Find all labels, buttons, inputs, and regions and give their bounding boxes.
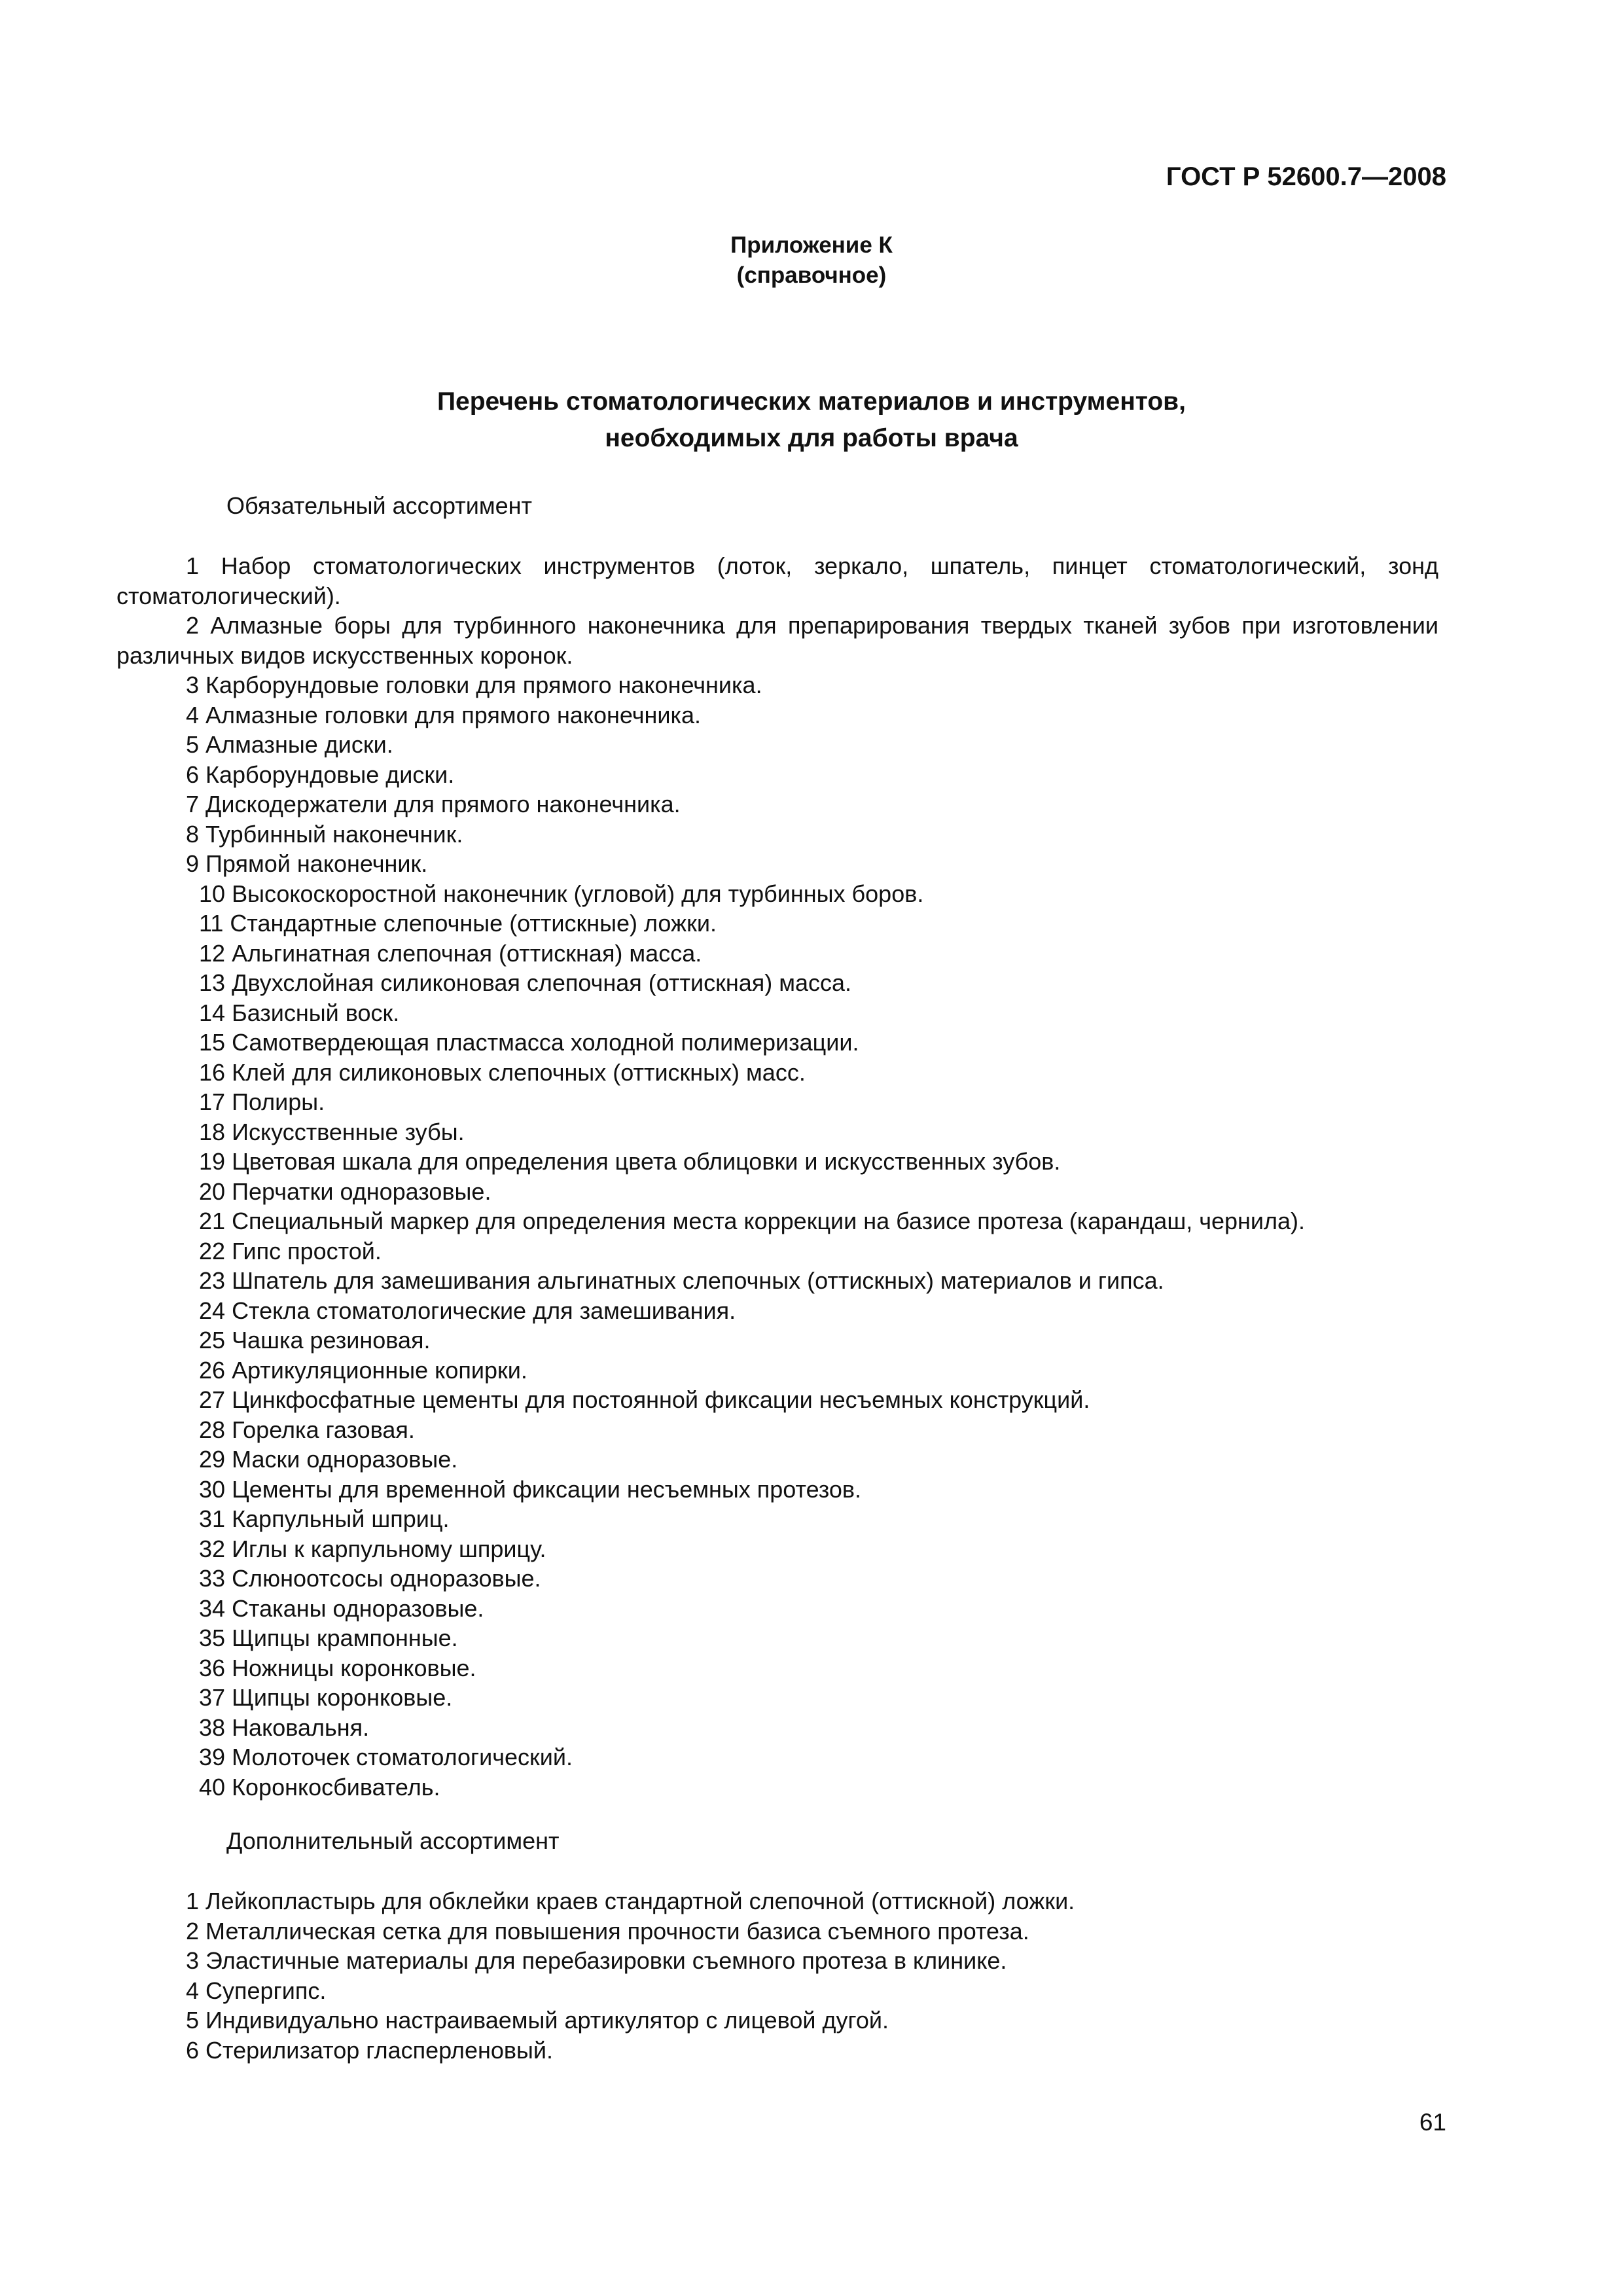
item-number: 36 [199, 1654, 226, 1681]
item-text: Клей для силиконовых слепочных (оттискных) масс. [232, 1058, 806, 1086]
item-number: 12 [199, 939, 226, 967]
mandatory-list [116, 551, 1438, 1802]
item-number: 27 [199, 1386, 226, 1413]
item-number: 33 [199, 1565, 226, 1592]
list-item [116, 1296, 1438, 1326]
list-item [116, 879, 1438, 909]
list-item [116, 1415, 1438, 1445]
item-text: Карпульный шприц. [232, 1505, 450, 1532]
item-text: Наковальня. [232, 1713, 370, 1741]
item-number: 21 [199, 1208, 226, 1234]
item-text: Ножницы коронковые. [232, 1654, 476, 1681]
list-item [116, 1564, 1438, 1594]
list-item [116, 1236, 1438, 1266]
item-number: 6 [186, 2036, 200, 2064]
item-text: Стандартные слепочные (оттискные) ложки. [230, 910, 717, 937]
item-text: Цинкфосфатные цементы для постоянной фиксации несъемных конструкций. [232, 1386, 1090, 1413]
item-number: 10 [199, 880, 226, 907]
item-text: Лейкопластырь для обклейки краев стандартной слепочной (оттискной) ложки. [205, 1888, 1075, 1914]
item-text: Гипс простой. [232, 1237, 382, 1265]
item-number: 1 [186, 1888, 200, 1914]
item-number: 13 [199, 969, 226, 996]
item-number: 5 [186, 731, 200, 758]
item-text: Алмазные боры для турбинного наконечника для препарирования твердых тканей зубов при изготовлении различных видов искусственных коронок. [116, 612, 1438, 669]
item-text: Эластичные материалы для перебазировки съемного протеза в клинике. [205, 1947, 1007, 1974]
item-number: 16 [199, 1058, 226, 1086]
item-text: Коронкосбиватель. [232, 1773, 440, 1801]
item-number: 31 [199, 1505, 226, 1532]
annex-label: Приложение К [730, 232, 893, 258]
list-item [116, 1653, 1438, 1683]
item-text: Турбинный наконечник. [205, 820, 463, 848]
list-item [116, 1058, 1438, 1088]
annex-type: (справочное) [736, 262, 887, 288]
item-number: 19 [199, 1148, 226, 1175]
item-number: 20 [199, 1177, 226, 1205]
item-text: Щипцы коронковые. [232, 1684, 453, 1711]
item-text: Чашка резиновая. [232, 1327, 431, 1354]
item-number: 9 [186, 850, 200, 877]
item-number: 2 [186, 1917, 200, 1945]
item-number: 32 [199, 1535, 226, 1562]
list-item [116, 1325, 1438, 1355]
item-text: Артикуляционные копирки. [232, 1356, 527, 1384]
item-text: Цементы для временной фиксации несъемных протезов. [232, 1475, 862, 1503]
list-item [116, 789, 1438, 819]
list-item [116, 849, 1438, 879]
item-text: Горелка газовая. [232, 1416, 415, 1443]
item-text: Иглы к карпульному шприцу. [232, 1535, 546, 1562]
item-text: Слюноотсосы одноразовые. [232, 1565, 541, 1592]
list-item [116, 1385, 1438, 1415]
item-number: 5 [186, 2007, 200, 2034]
list-item [116, 1444, 1438, 1475]
list-item [116, 1475, 1438, 1505]
item-text: Индивидуально настраиваемый артикулятор с лицевой дугой. [205, 2007, 889, 2034]
list-item [116, 1976, 1438, 2006]
list-item [116, 730, 1438, 760]
list-item [116, 1683, 1438, 1713]
item-text: Шпатель для замешивания альгинатных слепочных (оттискных) материалов и гипса. [232, 1267, 1164, 1294]
additional-heading: Дополнительный ассортимент [226, 1827, 560, 1854]
list-item [116, 1087, 1438, 1117]
item-number: 25 [199, 1327, 226, 1354]
additional-list [116, 1886, 1438, 2065]
item-number: 4 [186, 701, 200, 728]
list-item [116, 1946, 1438, 1976]
list-item [116, 1713, 1438, 1743]
item-text: Альгинатная слепочная (оттискная) масса. [232, 939, 702, 967]
item-number: 37 [199, 1684, 226, 1711]
list-item [116, 968, 1438, 998]
page-number: 61 [1419, 2109, 1446, 2136]
list-item [116, 670, 1438, 700]
item-text: Молоточек стоматологический. [232, 1744, 573, 1770]
list-item [116, 1742, 1438, 1772]
item-number: 11 [199, 910, 224, 937]
item-text: Базисный воск. [232, 999, 400, 1026]
item-number: 29 [199, 1446, 226, 1473]
item-text: Карборундовые диски. [205, 761, 455, 788]
item-text: Перчатки одноразовые. [232, 1177, 491, 1205]
item-text: Набор стоматологических инструментов (лоток, зеркало, шпатель, пинцет стоматологический, зонд стоматологический). [116, 552, 1438, 609]
list-item [116, 939, 1438, 969]
item-number: 28 [199, 1416, 226, 1443]
item-number: 39 [199, 1744, 226, 1770]
item-number: 23 [199, 1267, 226, 1294]
item-text: Маски одноразовые. [232, 1446, 458, 1473]
list-item [116, 1206, 1438, 1236]
list-item [116, 1772, 1438, 1803]
list-item [116, 1623, 1438, 1653]
list-item [116, 1117, 1438, 1147]
item-number: 3 [186, 672, 200, 698]
item-number: 30 [199, 1475, 226, 1503]
item-text: Стерилизатор гласперленовый. [205, 2036, 553, 2064]
list-item [116, 760, 1438, 790]
list-item [116, 1355, 1438, 1386]
list-item [116, 1594, 1438, 1624]
item-text: Цветовая шкала для определения цвета облицовки и искусственных зубов. [232, 1148, 1061, 1175]
standard-number: ГОСТ Р 52600.7—2008 [1166, 162, 1446, 191]
item-number: 2 [186, 612, 200, 639]
list-item [116, 1886, 1438, 1916]
item-number: 1 [186, 552, 200, 579]
list-item [116, 1028, 1438, 1058]
annex-heading [0, 230, 1623, 291]
item-text: Щипцы крампонные. [232, 1624, 458, 1651]
item-number: 7 [186, 791, 200, 817]
document-title [0, 384, 1623, 457]
item-number: 8 [186, 820, 200, 848]
item-text: Двухслойная силиконовая слепочная (оттискная) масса. [232, 969, 851, 996]
list-item [116, 1147, 1438, 1177]
list-item [116, 1534, 1438, 1564]
item-text: Специальный маркер для определения места коррекции на базисе протеза (карандаш, чернила). [232, 1208, 1306, 1234]
item-number: 6 [186, 761, 200, 788]
list-item [116, 998, 1438, 1028]
item-number: 18 [199, 1118, 226, 1145]
list-item [116, 611, 1438, 670]
item-number: 38 [199, 1713, 226, 1741]
item-text: Стаканы одноразовые. [232, 1594, 484, 1622]
list-item [116, 819, 1438, 850]
item-text: Полиры. [232, 1088, 325, 1115]
item-text: Алмазные диски. [205, 731, 393, 758]
item-text: Искусственные зубы. [232, 1118, 465, 1145]
item-number: 40 [199, 1773, 226, 1801]
item-text: Стекла стоматологические для замешивания. [232, 1297, 736, 1324]
title-line-1: Перечень стоматологических материалов и инструментов, [437, 387, 1186, 416]
item-text: Карборундовые головки для прямого наконечника. [205, 672, 762, 698]
item-text: Алмазные головки для прямого наконечника. [205, 701, 702, 728]
list-item [116, 700, 1438, 730]
list-item [116, 1916, 1438, 1946]
item-number: 34 [199, 1594, 226, 1622]
list-item [116, 2005, 1438, 2036]
list-item [116, 908, 1438, 939]
list-item [116, 1504, 1438, 1534]
title-line-2: необходимых для работы врача [605, 424, 1018, 452]
item-number: 15 [199, 1029, 226, 1056]
list-item [116, 2036, 1438, 2066]
item-text: Супергипс. [205, 1977, 327, 2004]
list-item [116, 1177, 1438, 1207]
item-number: 3 [186, 1947, 200, 1974]
mandatory-heading: Обязательный ассортимент [226, 492, 533, 519]
item-text: Дискодержатели для прямого наконечника. [205, 791, 681, 817]
item-number: 17 [199, 1088, 226, 1115]
item-number: 22 [199, 1237, 226, 1265]
item-number: 4 [186, 1977, 200, 2004]
item-text: Высокоскоростной наконечник (угловой) для турбинных боров. [232, 880, 924, 907]
item-number: 14 [199, 999, 226, 1026]
list-item [116, 551, 1438, 611]
item-text: Самотвердеющая пластмасса холодной полимеризации. [232, 1029, 859, 1056]
list-item [116, 1266, 1438, 1296]
item-text: Прямой наконечник. [205, 850, 428, 877]
item-number: 26 [199, 1356, 226, 1384]
item-number: 35 [199, 1624, 226, 1651]
item-number: 24 [199, 1297, 226, 1324]
item-text: Металлическая сетка для повышения прочности базиса съемного протеза. [205, 1917, 1029, 1945]
